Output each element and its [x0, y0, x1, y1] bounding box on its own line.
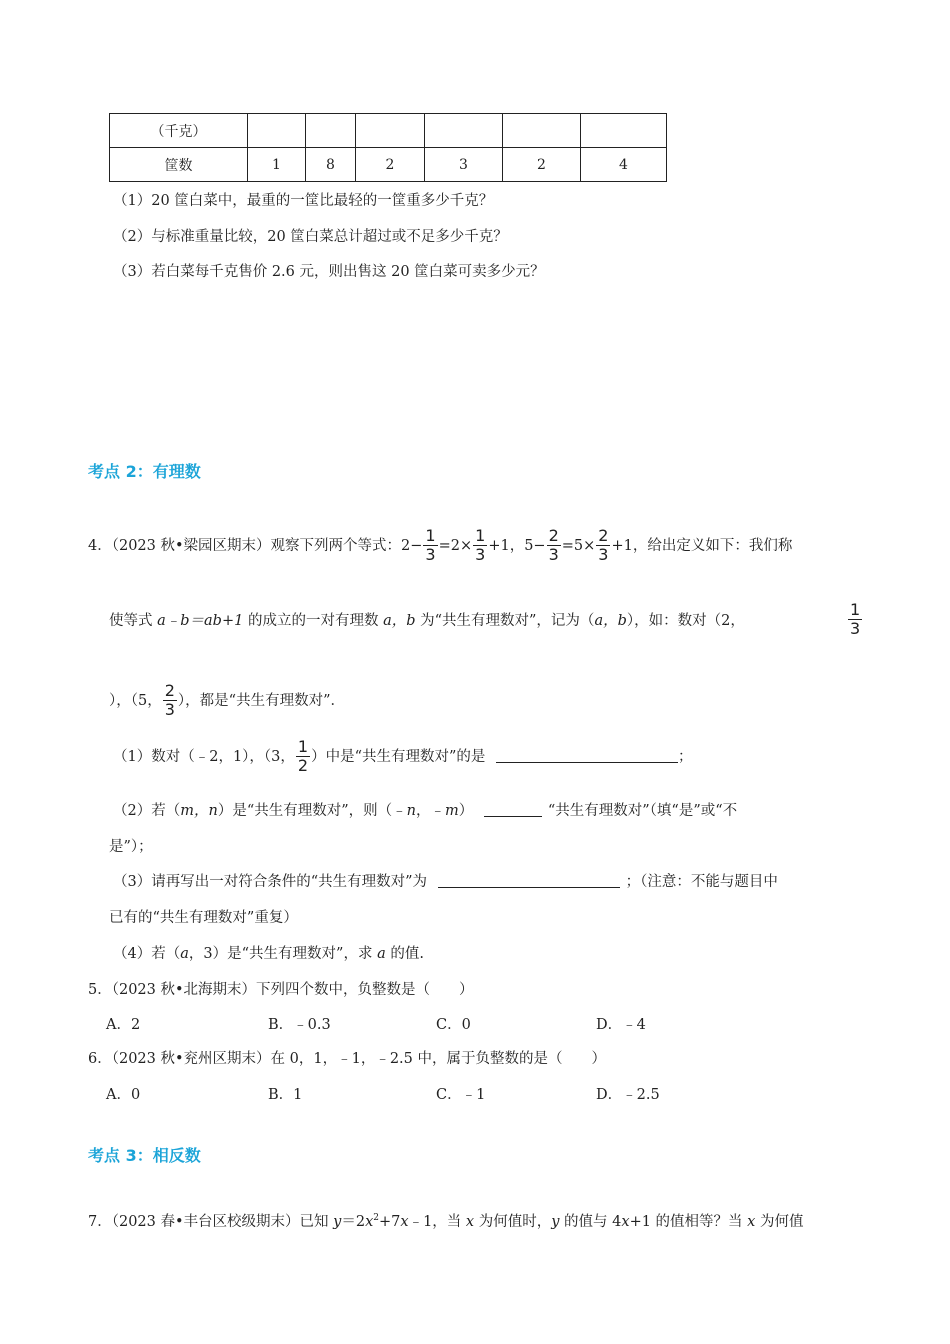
variable: x	[621, 1214, 630, 1230]
table-cell: 1	[248, 148, 306, 182]
fraction-denominator: 3	[164, 700, 175, 720]
q4-sub3-line2: 已有的“共生有理数对”重复）	[109, 910, 298, 926]
text: （4）若（	[113, 946, 181, 962]
text: ，3）是“共生有理数对”，求	[188, 946, 378, 962]
text: +7	[379, 1214, 401, 1230]
fraction-denominator: 3	[850, 619, 861, 639]
eq-text: =5×	[561, 537, 596, 554]
text: ﹣1，当	[408, 1214, 466, 1230]
fraction	[473, 527, 487, 565]
q4-sub2	[113, 799, 737, 820]
fraction-numerator: 1	[475, 526, 486, 545]
text: 7．（2023 春•丰台区校级期末）已知	[88, 1214, 334, 1230]
text: ），如：数对（2，	[626, 613, 745, 629]
table-cell: 3	[425, 148, 503, 182]
table-cell: 4	[581, 148, 667, 182]
fraction	[423, 527, 437, 565]
variables: m，n	[180, 803, 218, 819]
table-cell	[581, 114, 667, 148]
q4-line3	[109, 682, 345, 720]
q4-intro: 4．（2023 秋•梁园区期末）观察下列两个等式：	[88, 537, 402, 554]
text: （3）请再写出一对符合条件的“共生有理数对”为	[113, 874, 428, 890]
variable: n	[406, 803, 416, 819]
q4-line2	[109, 611, 745, 631]
q5-option-d[interactable]: D．﹣4	[596, 1017, 646, 1033]
text: 的成立的一对有理数	[243, 613, 384, 629]
q3-part1: （1）20 筐白菜中，最重的一筐比最轻的一筐重多少千克？	[113, 193, 494, 209]
text: ），都是“共生有理数对”．	[177, 692, 345, 709]
q6-option-b[interactable]: B．1	[268, 1087, 303, 1103]
table-header-cell: 筐数	[110, 148, 248, 182]
table-row	[110, 148, 667, 182]
text: ＝2	[341, 1214, 366, 1230]
table-row	[110, 114, 667, 148]
text: ）	[458, 803, 474, 819]
text: （1）数对（﹣2，1），（3，	[113, 748, 295, 765]
text: ），（5，	[109, 692, 162, 709]
table-cell: 2	[356, 148, 425, 182]
section-heading-3: 考点 3：相反数	[88, 1146, 201, 1165]
eq-text: =2×	[438, 537, 473, 554]
q4-sub3	[113, 870, 778, 891]
q3-part3: （3）若白菜每千克售价 2.6 元，则出售这 20 筐白菜可卖多少元？	[113, 264, 545, 280]
variable: m	[445, 803, 459, 819]
text: 为何值	[755, 1214, 804, 1230]
text: 的值.	[385, 946, 424, 962]
eq-text: 2−	[401, 537, 423, 554]
table-cell	[248, 114, 306, 148]
fraction-numerator: 1	[425, 526, 436, 545]
eq-text: 5−	[524, 537, 546, 554]
equation: a﹣b＝ab+1	[157, 613, 244, 629]
table-header-cell: （千克）	[110, 114, 248, 148]
q6-option-d[interactable]: D．﹣2.5	[596, 1087, 660, 1103]
variable: x	[400, 1214, 409, 1230]
text: “共生有理数对”（填“是”或“不	[547, 803, 738, 819]
eq-text: +1，给出定义如下：我们称	[611, 537, 793, 554]
fraction	[848, 601, 862, 639]
eq-text: +1，	[488, 537, 525, 554]
fraction	[163, 682, 177, 720]
fraction-numerator: 2	[164, 681, 175, 700]
answer-blank[interactable]	[496, 747, 678, 763]
text: 的值与 4	[559, 1214, 622, 1230]
variable: x	[747, 1214, 756, 1230]
text: +1 的值相等？当	[629, 1214, 748, 1230]
fraction	[596, 527, 610, 565]
text: 为何值时，	[474, 1214, 552, 1230]
section-heading-2: 考点 2：有理数	[88, 462, 201, 481]
table-cell	[306, 114, 356, 148]
exponent: 2	[373, 1213, 380, 1224]
variable: y	[333, 1214, 342, 1230]
text: ，﹣	[416, 803, 445, 819]
variable: x	[365, 1214, 374, 1230]
text: ）是“共生有理数对”，则（﹣	[217, 803, 407, 819]
fraction-denominator: 3	[598, 545, 609, 565]
variable: a	[377, 946, 386, 962]
variable: y	[551, 1214, 560, 1230]
table-cell	[356, 114, 425, 148]
q4-line2-fraction	[847, 601, 863, 639]
weight-table	[109, 113, 667, 182]
q5-option-c[interactable]: C．0	[436, 1017, 471, 1033]
text: 使等式	[109, 613, 158, 629]
answer-blank[interactable]	[484, 802, 542, 818]
table-cell: 8	[306, 148, 356, 182]
fraction-numerator: 1	[850, 600, 861, 619]
fraction-numerator: 1	[297, 737, 309, 756]
fraction	[296, 738, 310, 776]
text: 为“共生有理数对”，记为（	[415, 613, 595, 629]
text: ）中是“共生有理数对”的是	[311, 748, 486, 765]
text: （2）若（	[113, 803, 181, 819]
q6-option-c[interactable]: C．﹣1	[436, 1087, 486, 1103]
q4-line1	[88, 527, 792, 565]
fraction-denominator: 3	[548, 545, 559, 565]
variables: a，b	[383, 613, 416, 629]
q4-sub2-line2: 是”）；	[109, 839, 153, 855]
fraction-denominator: 3	[425, 545, 436, 565]
q3-part2: （2）与标准重量比较，20 筐白菜总计超过或不足多少千克？	[113, 229, 508, 245]
text: ；	[678, 748, 693, 765]
fraction-numerator: 2	[598, 526, 609, 545]
q6-stem: 6．（2023 秋•兖州区期末）在 0，1，﹣1，﹣2.5 中，属于负整数的是（ ）	[88, 1051, 606, 1067]
text: ；（注意：不能与题目中	[625, 874, 778, 890]
q6-option-a[interactable]: A．0	[106, 1087, 141, 1103]
fraction	[547, 527, 561, 565]
q5-option-b[interactable]: B．﹣0.3	[268, 1017, 331, 1033]
fraction-numerator: 2	[548, 526, 559, 545]
variable: a	[180, 946, 189, 962]
variable: x	[465, 1214, 475, 1230]
table-cell	[425, 114, 503, 148]
q5-stem: 5．（2023 秋•北海期末）下列四个数中，负整数是（ ）	[88, 982, 474, 998]
q5-option-a[interactable]: A．2	[106, 1017, 141, 1033]
fraction-denominator: 2	[297, 756, 309, 776]
q4-sub1	[113, 738, 693, 776]
answer-blank[interactable]	[438, 873, 620, 889]
table-cell: 2	[503, 148, 581, 182]
table-cell	[503, 114, 581, 148]
variables: a，b	[594, 613, 627, 629]
q4-sub4	[113, 942, 424, 963]
q7-stem	[88, 1210, 803, 1231]
fraction-denominator: 3	[475, 545, 486, 565]
